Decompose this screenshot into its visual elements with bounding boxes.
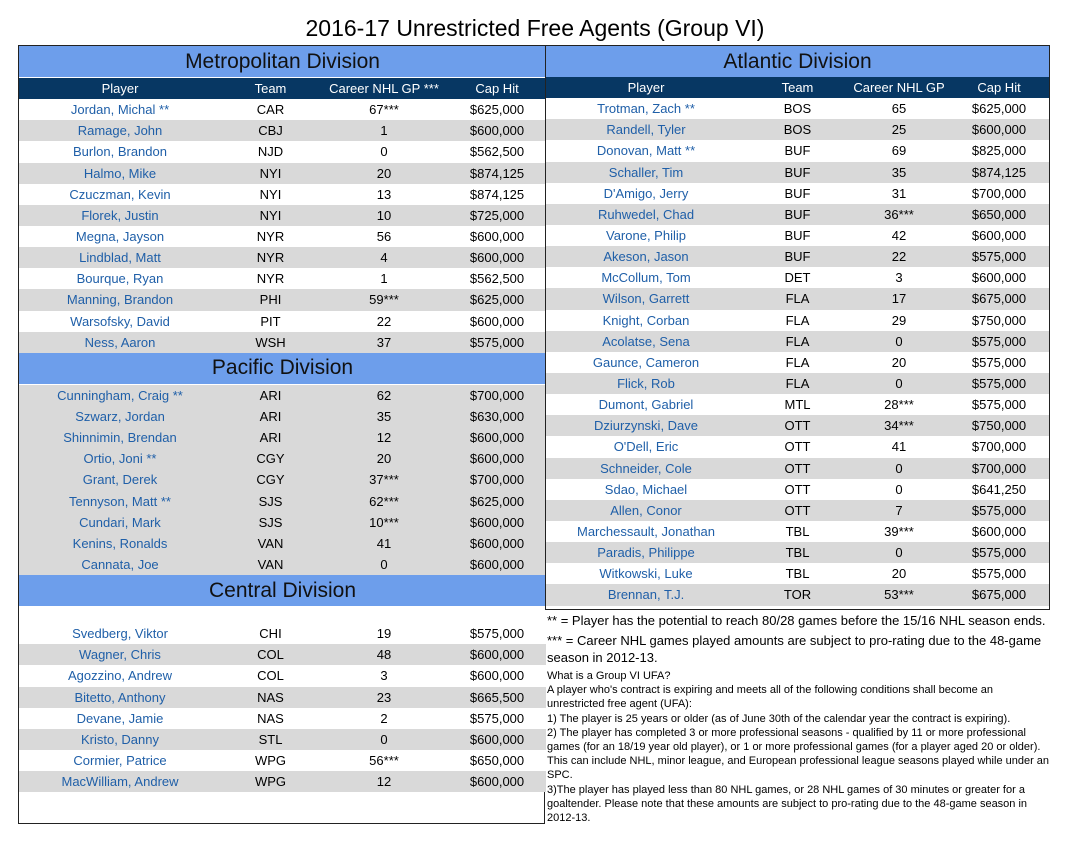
table-row — [19, 512, 546, 533]
ufa-condition-1: 1) The player is 25 years or older (as of June 30th of the calendar year the contract is expiring). — [547, 712, 1011, 725]
cap-hit: $600,000 — [448, 665, 546, 686]
team-code: NYR — [221, 247, 320, 268]
cap-hit: $874,125 — [949, 162, 1049, 183]
cap-hit: $600,000 — [448, 644, 546, 665]
player-name: Lindblad, Matt — [19, 247, 221, 268]
player-name: Schneider, Cole — [546, 458, 746, 479]
table-row — [546, 415, 1049, 436]
table-row — [19, 141, 546, 162]
table-row — [546, 267, 1049, 288]
player-name: Florek, Justin — [19, 205, 221, 226]
career-gp: 41 — [849, 436, 949, 457]
career-gp: 67*** — [320, 99, 448, 120]
player-name: Jordan, Michal ** — [19, 99, 221, 120]
player-name: Svedberg, Viktor — [19, 623, 221, 644]
table-row — [19, 729, 546, 750]
player-name: Manning, Brandon — [19, 289, 221, 310]
career-gp: 35 — [849, 162, 949, 183]
career-gp: 41 — [320, 533, 448, 554]
division-header-pacific-title: Pacific Division — [19, 353, 546, 385]
column-header-player: Player — [19, 78, 221, 100]
cap-hit: $575,000 — [949, 563, 1049, 584]
cap-hit: $600,000 — [448, 512, 546, 533]
player-name: Bitetto, Anthony — [19, 687, 221, 708]
career-gp: 37 — [320, 332, 448, 353]
cap-hit: $874,125 — [448, 163, 546, 184]
cap-hit: $575,000 — [448, 623, 546, 644]
table-row — [546, 310, 1049, 331]
table-row — [19, 311, 546, 332]
team-code: OTT — [746, 479, 849, 500]
cap-hit: $650,000 — [949, 204, 1049, 225]
team-code: BUF — [746, 204, 849, 225]
team-code: FLA — [746, 288, 849, 309]
player-name: Halmo, Mike — [19, 163, 221, 184]
cap-hit: $874,125 — [448, 184, 546, 205]
career-gp: 0 — [320, 141, 448, 162]
player-name: Dumont, Gabriel — [546, 394, 746, 415]
player-name: Acolatse, Sena — [546, 331, 746, 352]
table-row — [19, 469, 546, 490]
table-row — [546, 352, 1049, 373]
table-row — [19, 623, 546, 644]
column-header-team: Team — [746, 77, 849, 98]
table-row — [546, 542, 1049, 563]
table-row — [546, 162, 1049, 183]
team-code: NAS — [221, 687, 320, 708]
career-gp: 20 — [849, 352, 949, 373]
division-header-atlantic-title: Atlantic Division — [546, 46, 1049, 77]
cap-hit: $625,000 — [448, 289, 546, 310]
career-gp: 17 — [849, 288, 949, 309]
player-name: Shinnimin, Brendan — [19, 427, 221, 448]
cap-hit: $750,000 — [949, 415, 1049, 436]
column-header-row — [546, 77, 1049, 98]
cap-hit: $600,000 — [448, 729, 546, 750]
table-row — [19, 384, 546, 406]
career-gp: 42 — [849, 225, 949, 246]
career-gp: 59*** — [320, 289, 448, 310]
team-code: WPG — [221, 771, 320, 792]
ufa-condition-3: 3)The player has played less than 80 NHL games, or 28 NHL games of 30 minutes or greater for a goaltender. Please note that these amounts are subject to pro-rating due to the 48-game season in 2012-13. — [547, 783, 1028, 825]
career-gp: 25 — [849, 119, 949, 140]
division-header-central-title: Central Division — [19, 575, 546, 607]
cap-hit: $650,000 — [448, 750, 546, 771]
career-gp: 4 — [320, 247, 448, 268]
player-name: Cormier, Patrice — [19, 750, 221, 771]
career-gp: 0 — [849, 373, 949, 394]
player-name: Wagner, Chris — [19, 644, 221, 665]
player-name: Paradis, Philippe — [546, 542, 746, 563]
table-row — [19, 448, 546, 469]
cap-hit: $600,000 — [448, 554, 546, 575]
team-code: TBL — [746, 521, 849, 542]
right-table-panel — [545, 45, 1050, 610]
table-row — [546, 500, 1049, 521]
team-code: ARI — [221, 384, 320, 406]
table-row — [546, 140, 1049, 161]
table-row — [19, 163, 546, 184]
player-name: MacWilliam, Andrew — [19, 771, 221, 792]
ufa-heading: What is a Group VI UFA? — [547, 670, 671, 682]
player-name: Dziurzynski, Dave — [546, 415, 746, 436]
cap-hit: $600,000 — [949, 267, 1049, 288]
career-gp: 37*** — [320, 469, 448, 490]
player-name: Sdao, Michael — [546, 479, 746, 500]
career-gp: 7 — [849, 500, 949, 521]
team-code: ARI — [221, 406, 320, 427]
player-name: Gaunce, Cameron — [546, 352, 746, 373]
career-gp: 19 — [320, 623, 448, 644]
team-code: BUF — [746, 225, 849, 246]
player-name: Ruhwedel, Chad — [546, 204, 746, 225]
cap-hit: $575,000 — [448, 332, 546, 353]
cap-hit: $625,000 — [949, 98, 1049, 119]
triple-star-note: *** = Career NHL games played amounts are subject to pro-rating due to the 48-game season in 2012-13. — [547, 633, 1042, 665]
cap-hit: $562,500 — [448, 141, 546, 162]
career-gp: 69 — [849, 140, 949, 161]
team-code: SJS — [221, 491, 320, 512]
player-name: Cundari, Mark — [19, 512, 221, 533]
player-name: Szwarz, Jordan — [19, 406, 221, 427]
player-name: Tennyson, Matt ** — [19, 491, 221, 512]
cap-hit: $600,000 — [448, 120, 546, 141]
career-gp: 3 — [849, 267, 949, 288]
table-row — [546, 288, 1049, 309]
team-code: BOS — [746, 98, 849, 119]
career-gp: 35 — [320, 406, 448, 427]
team-code: FLA — [746, 331, 849, 352]
player-name: Marchessault, Jonathan — [546, 521, 746, 542]
cap-hit: $600,000 — [949, 119, 1049, 140]
cap-hit: $600,000 — [448, 533, 546, 554]
team-code: BOS — [746, 119, 849, 140]
career-gp: 20 — [849, 563, 949, 584]
team-code: TOR — [746, 584, 849, 605]
career-gp: 13 — [320, 184, 448, 205]
team-code: BUF — [746, 140, 849, 161]
cap-hit: $700,000 — [448, 384, 546, 406]
table-row — [19, 406, 546, 427]
player-name: Cannata, Joe — [19, 554, 221, 575]
career-gp: 0 — [849, 458, 949, 479]
team-code: BUF — [746, 183, 849, 204]
table-row — [19, 99, 546, 120]
career-gp: 10*** — [320, 512, 448, 533]
career-gp: 23 — [320, 687, 448, 708]
cap-hit: $600,000 — [448, 311, 546, 332]
team-code: NJD — [221, 141, 320, 162]
career-gp: 65 — [849, 98, 949, 119]
left-table-panel — [18, 45, 545, 824]
career-gp: 22 — [320, 311, 448, 332]
cap-hit: $600,000 — [949, 225, 1049, 246]
team-code: CGY — [221, 469, 320, 490]
career-gp: 53*** — [849, 584, 949, 605]
cap-hit: $600,000 — [448, 427, 546, 448]
career-gp: 0 — [849, 542, 949, 563]
career-gp: 2 — [320, 708, 448, 729]
ufa-intro: A player who's contract is expiring and meets all of the following conditions shall become an unrestricted free agent (UFA): — [547, 684, 994, 711]
career-gp: 39*** — [849, 521, 949, 542]
table-row — [546, 98, 1049, 119]
team-code: TBL — [746, 542, 849, 563]
team-code: WSH — [221, 332, 320, 353]
player-name: Wilson, Garrett — [546, 288, 746, 309]
player-name: Czuczman, Kevin — [19, 184, 221, 205]
table-row — [19, 226, 546, 247]
table-row — [19, 750, 546, 771]
team-code: COL — [221, 644, 320, 665]
career-gp: 34*** — [849, 415, 949, 436]
cap-hit: $600,000 — [448, 448, 546, 469]
team-code: OTT — [746, 436, 849, 457]
right-roster-table — [546, 46, 1049, 606]
table-row — [19, 533, 546, 554]
table-row — [19, 665, 546, 686]
career-gp: 10 — [320, 205, 448, 226]
division-header-metropolitan — [19, 46, 546, 78]
player-name: Brennan, T.J. — [546, 584, 746, 605]
team-code: MTL — [746, 394, 849, 415]
player-name: Grant, Derek — [19, 469, 221, 490]
table-row — [546, 183, 1049, 204]
cap-hit: $625,000 — [448, 99, 546, 120]
career-gp: 12 — [320, 771, 448, 792]
cap-hit: $700,000 — [448, 469, 546, 490]
column-header-cap-hit: Cap Hit — [949, 77, 1049, 98]
player-name: Allen, Conor — [546, 500, 746, 521]
table-row — [19, 184, 546, 205]
table-row — [19, 687, 546, 708]
player-name: Witkowski, Luke — [546, 563, 746, 584]
table-row — [546, 563, 1049, 584]
table-row — [546, 521, 1049, 542]
career-gp: 0 — [849, 331, 949, 352]
table-row — [546, 584, 1049, 605]
cap-hit: $575,000 — [949, 394, 1049, 415]
cap-hit: $630,000 — [448, 406, 546, 427]
cap-hit: $825,000 — [949, 140, 1049, 161]
table-row — [19, 268, 546, 289]
table-row — [546, 246, 1049, 267]
cap-hit: $575,000 — [949, 500, 1049, 521]
table-row — [546, 436, 1049, 457]
table-row — [19, 491, 546, 512]
career-gp: 3 — [320, 665, 448, 686]
team-code: BUF — [746, 246, 849, 267]
team-code: ARI — [221, 427, 320, 448]
cap-hit: $665,500 — [448, 687, 546, 708]
player-name: Trotman, Zach ** — [546, 98, 746, 119]
team-code: CHI — [221, 623, 320, 644]
player-name: McCollum, Tom — [546, 267, 746, 288]
team-code: NYR — [221, 226, 320, 247]
division-header-central — [19, 575, 546, 607]
player-name: Donovan, Matt ** — [546, 140, 746, 161]
double-star-note: ** = Player has the potential to reach 80/28 games before the 15/16 NHL season ends. — [547, 613, 1046, 628]
ufa-explanation — [547, 669, 1052, 825]
team-code: COL — [221, 665, 320, 686]
player-name: Ortio, Joni ** — [19, 448, 221, 469]
team-code: OTT — [746, 458, 849, 479]
table-row — [546, 479, 1049, 500]
career-gp: 1 — [320, 120, 448, 141]
career-gp: 56*** — [320, 750, 448, 771]
career-gp: 20 — [320, 163, 448, 184]
player-name: Ramage, John — [19, 120, 221, 141]
column-header-cap-hit: Cap Hit — [448, 78, 546, 100]
table-row — [546, 373, 1049, 394]
table-row — [546, 331, 1049, 352]
table-row — [546, 458, 1049, 479]
career-gp: 36*** — [849, 204, 949, 225]
table-row — [546, 225, 1049, 246]
career-gp: 28*** — [849, 394, 949, 415]
career-gp: 31 — [849, 183, 949, 204]
career-gp: 56 — [320, 226, 448, 247]
team-code: FLA — [746, 310, 849, 331]
cap-hit: $700,000 — [949, 436, 1049, 457]
cap-hit: $575,000 — [448, 708, 546, 729]
career-gp: 22 — [849, 246, 949, 267]
cap-hit: $600,000 — [448, 771, 546, 792]
career-gp: 0 — [320, 729, 448, 750]
team-code: CGY — [221, 448, 320, 469]
ufa-condition-2: 2) The player has completed 3 or more professional seasons - qualified by 11 or more professional games (for an 18/19 year old player), or 1 or more professional games (for a player aged 20 or older). This can include NHL, minor league, and European professional league seasons played while under an SPC. — [547, 726, 1050, 782]
spacer-cell — [19, 607, 546, 624]
division-header-metropolitan-title: Metropolitan Division — [19, 46, 546, 78]
cap-hit: $575,000 — [949, 246, 1049, 267]
team-code: CBJ — [221, 120, 320, 141]
career-gp: 0 — [849, 479, 949, 500]
player-name: Akeson, Jason — [546, 246, 746, 267]
player-name: Varone, Philip — [546, 225, 746, 246]
player-name: Knight, Corban — [546, 310, 746, 331]
table-row — [19, 427, 546, 448]
cap-hit: $675,000 — [949, 288, 1049, 309]
table-row — [546, 119, 1049, 140]
cap-hit: $600,000 — [448, 226, 546, 247]
career-gp: 1 — [320, 268, 448, 289]
player-name: Burlon, Brandon — [19, 141, 221, 162]
career-gp: 29 — [849, 310, 949, 331]
team-code: CAR — [221, 99, 320, 120]
table-row — [19, 708, 546, 729]
cap-hit: $750,000 — [949, 310, 1049, 331]
cap-hit: $600,000 — [949, 521, 1049, 542]
cap-hit: $675,000 — [949, 584, 1049, 605]
career-gp: 62 — [320, 384, 448, 406]
column-header-row — [19, 78, 546, 100]
table-row — [19, 247, 546, 268]
player-name: O'Dell, Eric — [546, 436, 746, 457]
player-name: Warsofsky, David — [19, 311, 221, 332]
team-code: NYR — [221, 268, 320, 289]
division-header-atlantic — [546, 46, 1049, 77]
player-name: Devane, Jamie — [19, 708, 221, 729]
table-row — [19, 771, 546, 792]
team-code: BUF — [746, 162, 849, 183]
player-name: Bourque, Ryan — [19, 268, 221, 289]
cap-hit: $562,500 — [448, 268, 546, 289]
table-row — [19, 205, 546, 226]
player-name: Schaller, Tim — [546, 162, 746, 183]
team-code: DET — [746, 267, 849, 288]
team-code: PHI — [221, 289, 320, 310]
cap-hit: $575,000 — [949, 373, 1049, 394]
cap-hit: $600,000 — [448, 247, 546, 268]
player-name: D'Amigo, Jerry — [546, 183, 746, 204]
player-name: Ness, Aaron — [19, 332, 221, 353]
player-name: Kenins, Ronalds — [19, 533, 221, 554]
cap-hit: $641,250 — [949, 479, 1049, 500]
team-code: FLA — [746, 373, 849, 394]
team-code: OTT — [746, 500, 849, 521]
table-row — [19, 120, 546, 141]
team-code: NYI — [221, 163, 320, 184]
column-header-player: Player — [546, 77, 746, 98]
team-code: NAS — [221, 708, 320, 729]
team-code: STL — [221, 729, 320, 750]
career-gp: 48 — [320, 644, 448, 665]
cap-hit: $625,000 — [448, 491, 546, 512]
table-row — [19, 644, 546, 665]
spacer-row — [19, 607, 546, 624]
career-gp: 12 — [320, 427, 448, 448]
team-code: WPG — [221, 750, 320, 771]
table-row — [19, 289, 546, 310]
player-name: Agozzino, Andrew — [19, 665, 221, 686]
team-code: SJS — [221, 512, 320, 533]
player-name: Flick, Rob — [546, 373, 746, 394]
cap-hit: $575,000 — [949, 542, 1049, 563]
table-row — [19, 332, 546, 353]
player-name: Cunningham, Craig ** — [19, 384, 221, 406]
team-code: NYI — [221, 184, 320, 205]
cap-hit: $700,000 — [949, 458, 1049, 479]
team-code: TBL — [746, 563, 849, 584]
cap-hit: $700,000 — [949, 183, 1049, 204]
team-code: VAN — [221, 554, 320, 575]
table-row — [546, 394, 1049, 415]
team-code: FLA — [746, 352, 849, 373]
table-row — [546, 204, 1049, 225]
column-header-career-gp: Career NHL GP *** — [320, 78, 448, 100]
career-gp: 20 — [320, 448, 448, 469]
page-title: 2016-17 Unrestricted Free Agents (Group VI) — [305, 15, 765, 41]
cap-hit: $725,000 — [448, 205, 546, 226]
team-code: VAN — [221, 533, 320, 554]
cap-hit: $575,000 — [949, 352, 1049, 373]
column-header-career-gp: Career NHL GP — [849, 77, 949, 98]
career-gp: 0 — [320, 554, 448, 575]
left-roster-table — [19, 46, 546, 792]
player-name: Randell, Tyler — [546, 119, 746, 140]
column-header-team: Team — [221, 78, 320, 100]
player-name: Megna, Jayson — [19, 226, 221, 247]
team-code: PIT — [221, 311, 320, 332]
player-name: Kristo, Danny — [19, 729, 221, 750]
team-code: NYI — [221, 205, 320, 226]
table-row — [19, 554, 546, 575]
career-gp: 62*** — [320, 491, 448, 512]
cap-hit: $575,000 — [949, 331, 1049, 352]
team-code: OTT — [746, 415, 849, 436]
division-header-pacific — [19, 353, 546, 385]
